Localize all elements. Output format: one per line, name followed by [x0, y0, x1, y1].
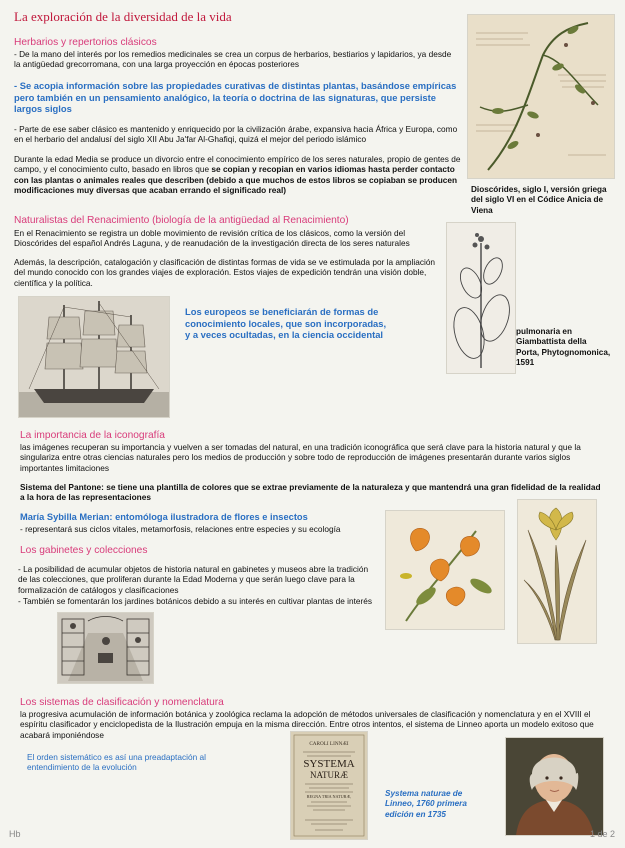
merian-subtext: - representará sus ciclos vitales, metamorfosis, relaciones entre especies y su ecología — [20, 524, 341, 534]
herbarios-paragraph-1: - De la mano del interés por los remedios medicinales se crea un corpus de herbarios, bestiarios y lapidarios, ya desde la antigüedad grecorromana, con una larga proyección en épocas posteriores — [14, 49, 452, 70]
page-number: 1 de 2 — [590, 829, 616, 839]
herbarios-paragraph-3 — [14, 154, 464, 196]
merian-heading: María Sybilla Merian: entomóloga ilustradora de flores e insectos — [20, 512, 308, 522]
ship-engraving-image — [18, 296, 170, 418]
gabinetes-paragraph-1: - La posibilidad de acumular objetos de historia natural en gabinetes y museos abre la tradición de las colecciones, que proliferan durante la Edad Moderna y que serán luego clave para la formalización de catálogos y clasificaciones — [18, 564, 369, 595]
section-heading-clasificacion: Los sistemas de clasificación y nomenclatura — [20, 697, 224, 708]
pulmonaria-illustration-image — [446, 222, 516, 374]
herbarios-highlight: - Se acopia información sobre las propiedades curativas de distintas plantas, basándose empíricas pero también en un pensamiento analógico, la teoría o doctrina de las signaturas, que persiste largos siglos — [14, 80, 457, 114]
book-title-line-2: NATURÆ — [309, 770, 349, 780]
book-title-line-1: SYSTEMA — [303, 758, 355, 770]
merian-flower-illustration — [385, 510, 505, 630]
dioscorides-manuscript-image — [467, 14, 615, 179]
footer-left: Hb — [9, 829, 21, 839]
systema-naturae-title-page-image — [290, 731, 368, 840]
section-heading-gabinetes: Los gabinetes y colecciones — [20, 545, 148, 556]
medieval-text-bold: se copian y recopian en varios idiomas hasta perder contacto con las plantas o animales reales que describen (debido a que muchos de estos libros se copiaban se producen modificaciones muy diversas que acaban errando el significado real) — [14, 164, 458, 196]
clasificacion-paragraph: la progresiva acumulación de información botánica y zoológica reclama la adopción de métodos universales de clasificación y nomenclatura y en el XVIII el espíritu clasificador y enciclopedista de la Ilustración empuja en la misma dirección. Entre otros intentos, el sistema de Linneo aporta un modelo exitoso que acabará imponiéndose — [20, 709, 594, 740]
gabinetes-paragraph-2: - También se fomentarán los jardines botánicos debido a su interés en cultivar plantas de interés — [18, 596, 373, 606]
book-subtitle-line: REGNA TRIA NATURÆ, — [306, 794, 352, 799]
book-author-line: CAROLI LINNÆI — [309, 741, 349, 747]
europeos-callout: Los europeos se beneficiarán de formas de conocimiento locales, que son incorporadas, y a veces ocultadas, en la ciencia occidental — [185, 306, 387, 340]
evolucion-note: El orden sistemático es así una preadaptación al entendimiento de la evolución — [27, 752, 206, 773]
renacimiento-paragraph-1: En el Renacimiento se registra un doble movimiento de revisión crítica de los clásicos, como la versión del Dioscórides del español Andrés Laguna, y de reanudación de la investigación directa de los seres naturales — [14, 228, 410, 249]
section-heading-herbarios: Herbarios y repertorios clásicos — [14, 37, 157, 48]
herbarios-paragraph-2: - Parte de ese saber clásico es mantenido y enriquecido por la civilización árabe, expansiva hacia África y Europa, como en el herbario del andalusí del siglo XII Abu Ja'far Al-Ghafiqi, quizá el mejor del periodo islámico — [14, 124, 458, 145]
page-title: La exploración de la diversidad de la vida — [14, 9, 232, 24]
pulmonaria-caption: pulmonaria en Giambattista della Porta, Phytognomonica, 1591 — [516, 327, 611, 368]
systema-naturae-caption: Systema naturae de Linneo, 1760 primera edición en 1735 — [385, 789, 467, 819]
pantone-paragraph: Sistema del Pantone: se tiene una plantilla de colores que se extrae previamente de la naturaleza y que mantendrá una gran fidelidad de la realidad a la hora de las representaciones — [20, 482, 601, 503]
cabinet-of-curiosities-image — [57, 612, 154, 684]
linnaeus-portrait-image — [505, 737, 604, 836]
iris-plant-illustration — [517, 499, 597, 644]
section-heading-iconografia: La importancia de la iconografía — [20, 430, 165, 441]
renacimiento-paragraph-2: Además, la descripción, catalogación y clasificación de distintas formas de vida se ve estimulada por la ampliación del mundo conocido con los grandes viajes de exploración. Estos viajes de expedición tendrán una visión doble, científica y la política. — [14, 257, 436, 288]
section-heading-renacimiento: Naturalistas del Renacimiento (biología de la antigüedad al Renacimiento) — [14, 215, 349, 226]
dioscorides-caption: Dioscórides, siglo I, versión griega del siglo VI en el Códice Anicia de Viena — [471, 185, 607, 215]
iconografia-paragraph: las imágenes recuperan su importancia y vuelven a ser tomadas del natural, en una tradición iconográfica que será clave para la historia natural y que la singulariza entre otras ciencias naturales pero los medios de producción y sobre todo de reproducción de imágenes presentarán durante varios siglos importantes limitaciones — [20, 442, 581, 473]
medieval-text: Durante la edad Media se produce un divorcio entre el conocimiento empírico de los seres naturales, propio de gentes de campo, y el conocimiento culto, basado en libros que — [14, 154, 461, 175]
